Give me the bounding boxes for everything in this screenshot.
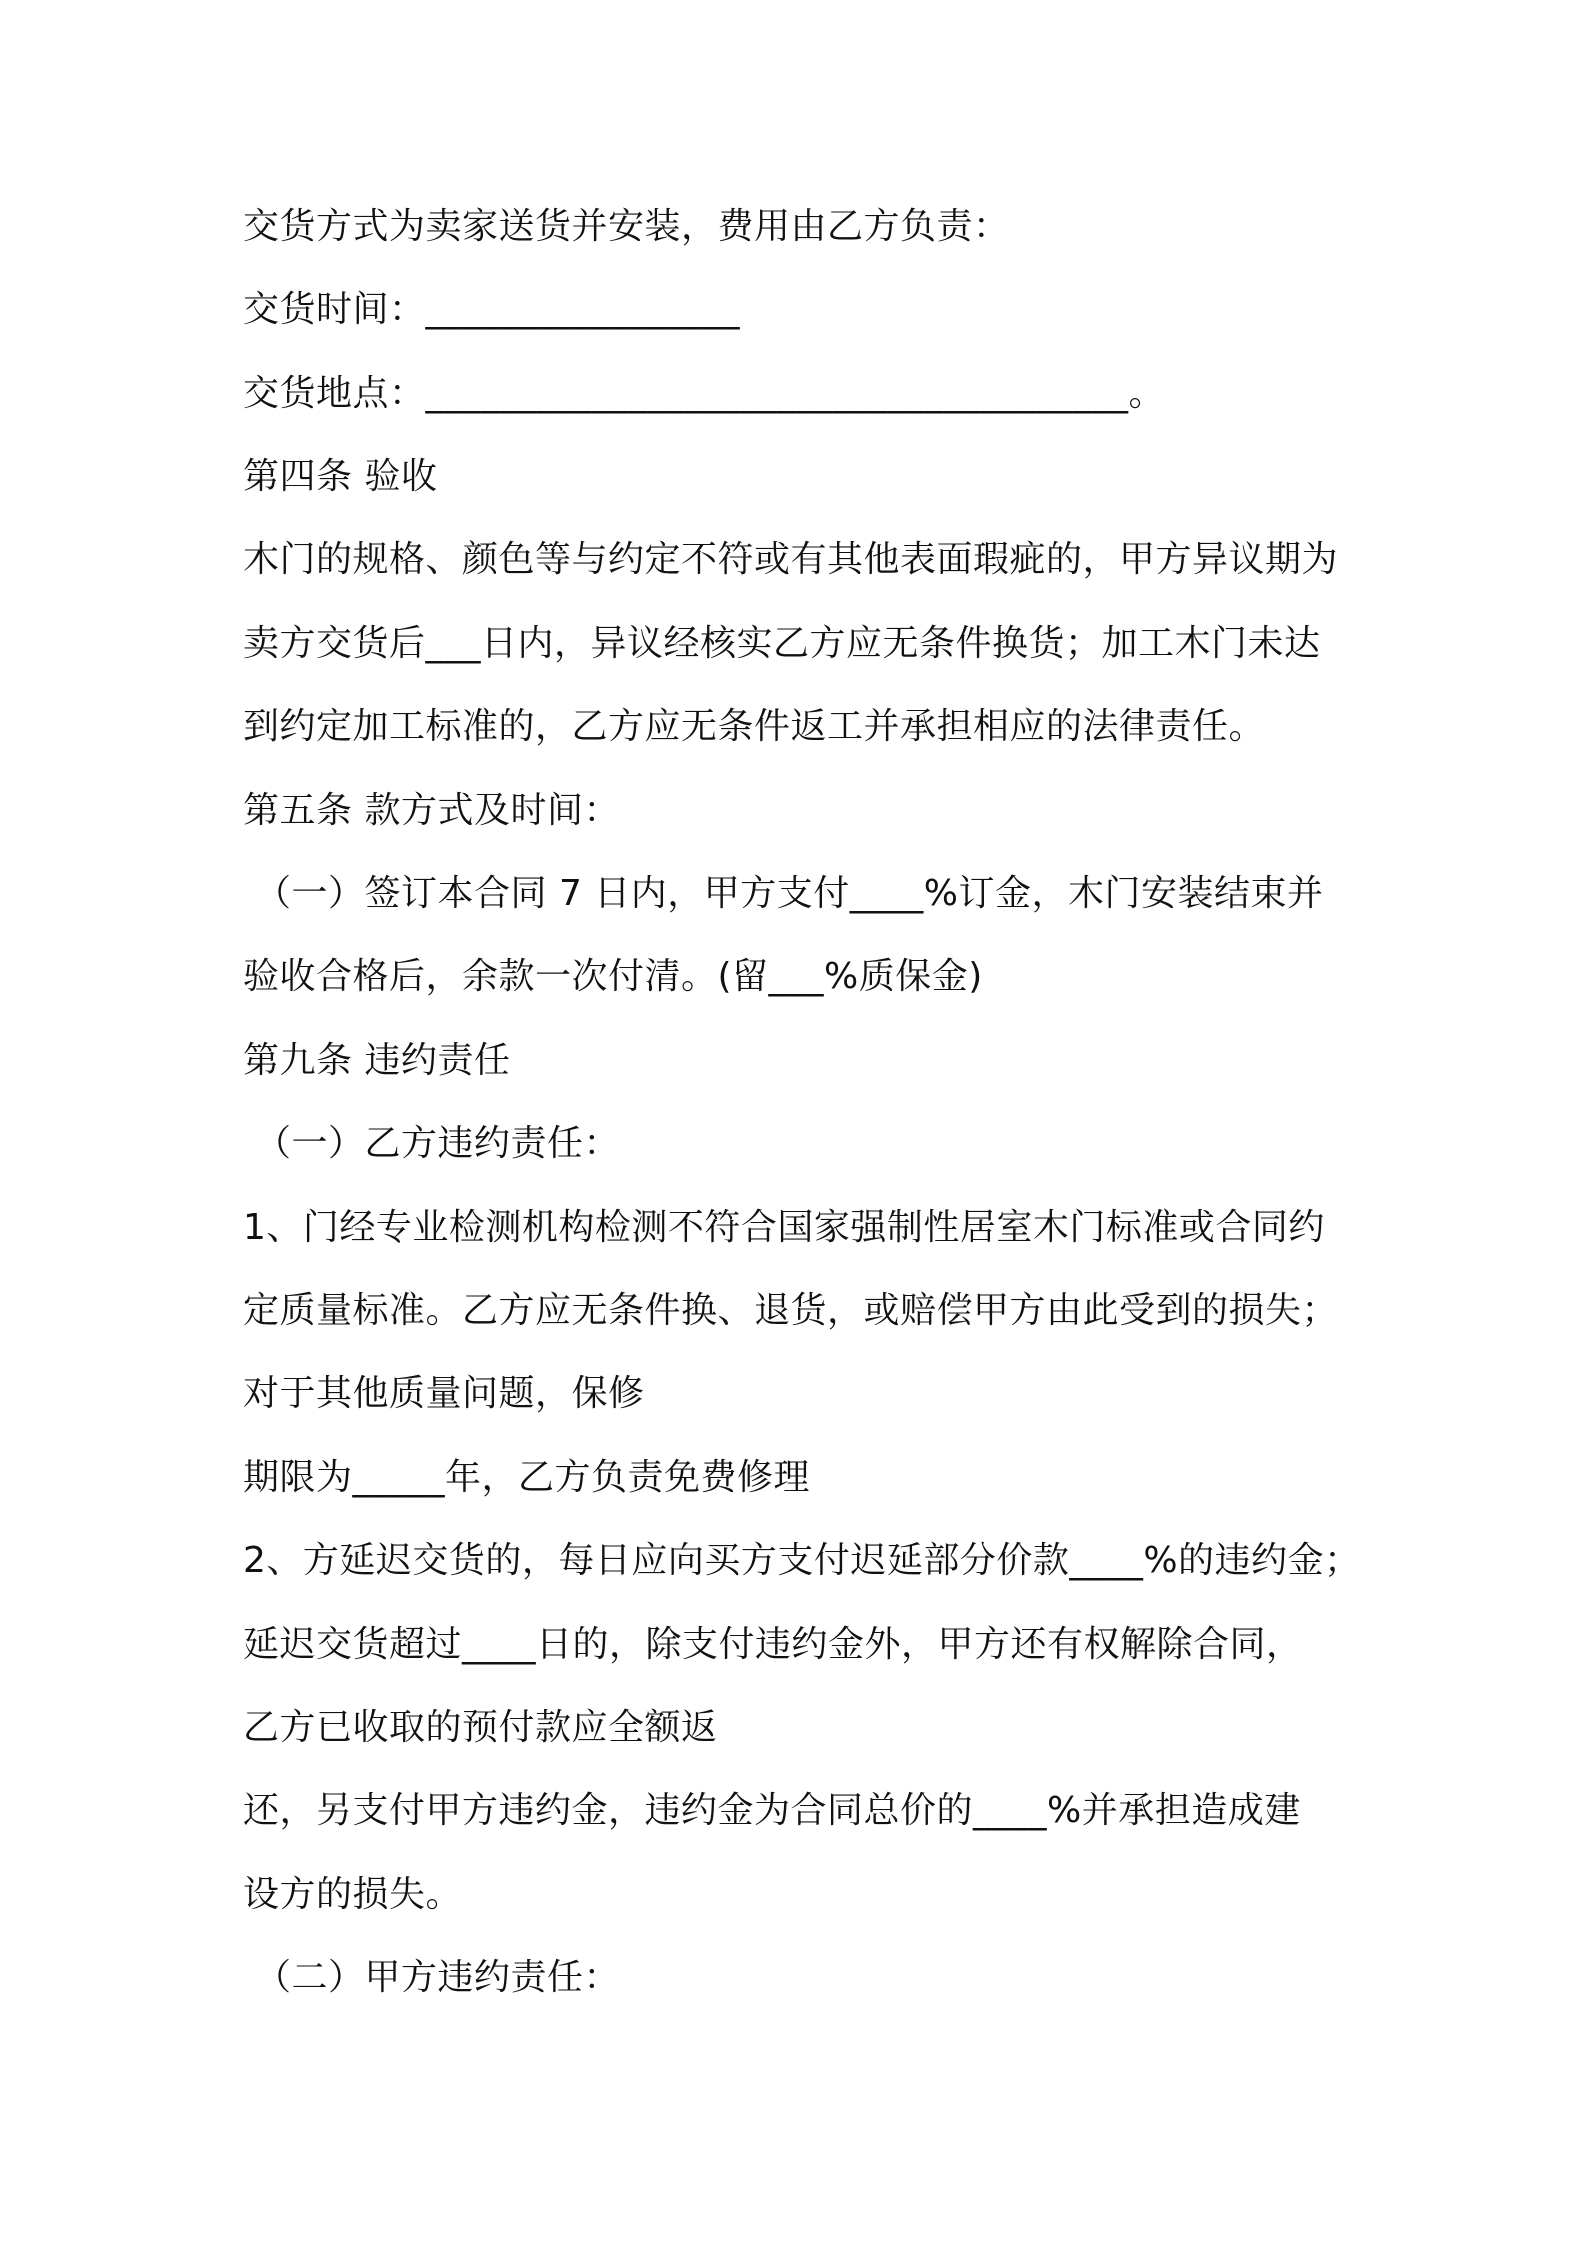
text-line: 1、门经专业检测机构检测不符合国家强制性居室木门标准或合同约 xyxy=(243,1207,1325,1248)
subsection-heading: （二）甲方违约责任： xyxy=(255,1957,621,1998)
section-heading: 第四条 验收 xyxy=(243,456,438,497)
text-line: 还，另支付甲方违约金，违约金为合同总价的____%并承担造成建 xyxy=(243,1790,1301,1831)
subsection-heading: （一）乙方违约责任： xyxy=(255,1123,621,1164)
text-line: 木门的规格、颜色等与约定不符或有其他表面瑕疵的，甲方异议期为 xyxy=(243,539,1339,580)
text-line: 交货时间：_________________ xyxy=(243,289,741,330)
text-line: 对于其他质量问题，保修 xyxy=(243,1373,645,1414)
text-line: 卖方交货后___日内，异议经核实乙方应无条件换货；加工木门未达 xyxy=(243,623,1321,664)
text-line: 延迟交货超过____日的，除支付违约金外，甲方还有权解除合同， xyxy=(243,1624,1303,1665)
text-line: 乙方已收取的预付款应全额返 xyxy=(243,1707,718,1748)
text-line: 2、方延迟交货的，每日应向买方支付迟延部分价款____%的违约金； xyxy=(243,1540,1361,1581)
text-line: 定质量标准。乙方应无条件换、退货，或赔偿甲方由此受到的损失； xyxy=(243,1290,1339,1331)
text-line: 交货地点：______________________________________。 xyxy=(243,373,1166,414)
text-line: （一）签订本合同 7 日内，甲方支付____%订金，木门安装结束并 xyxy=(255,873,1324,914)
text-line: 期限为_____年，乙方负责免费修理 xyxy=(243,1457,811,1498)
text-line: 验收合格后，余款一次付清。(留___%质保金) xyxy=(243,956,983,997)
section-heading: 第九条 违约责任 xyxy=(243,1040,511,1081)
text-line: 设方的损失。 xyxy=(243,1874,463,1915)
text-line: 到约定加工标准的，乙方应无条件返工并承担相应的法律责任。 xyxy=(243,706,1266,747)
text-line: 交货方式为卖家送货并安装，费用由乙方负责： xyxy=(243,206,1010,247)
section-heading: 第五条 款方式及时间： xyxy=(243,790,620,831)
